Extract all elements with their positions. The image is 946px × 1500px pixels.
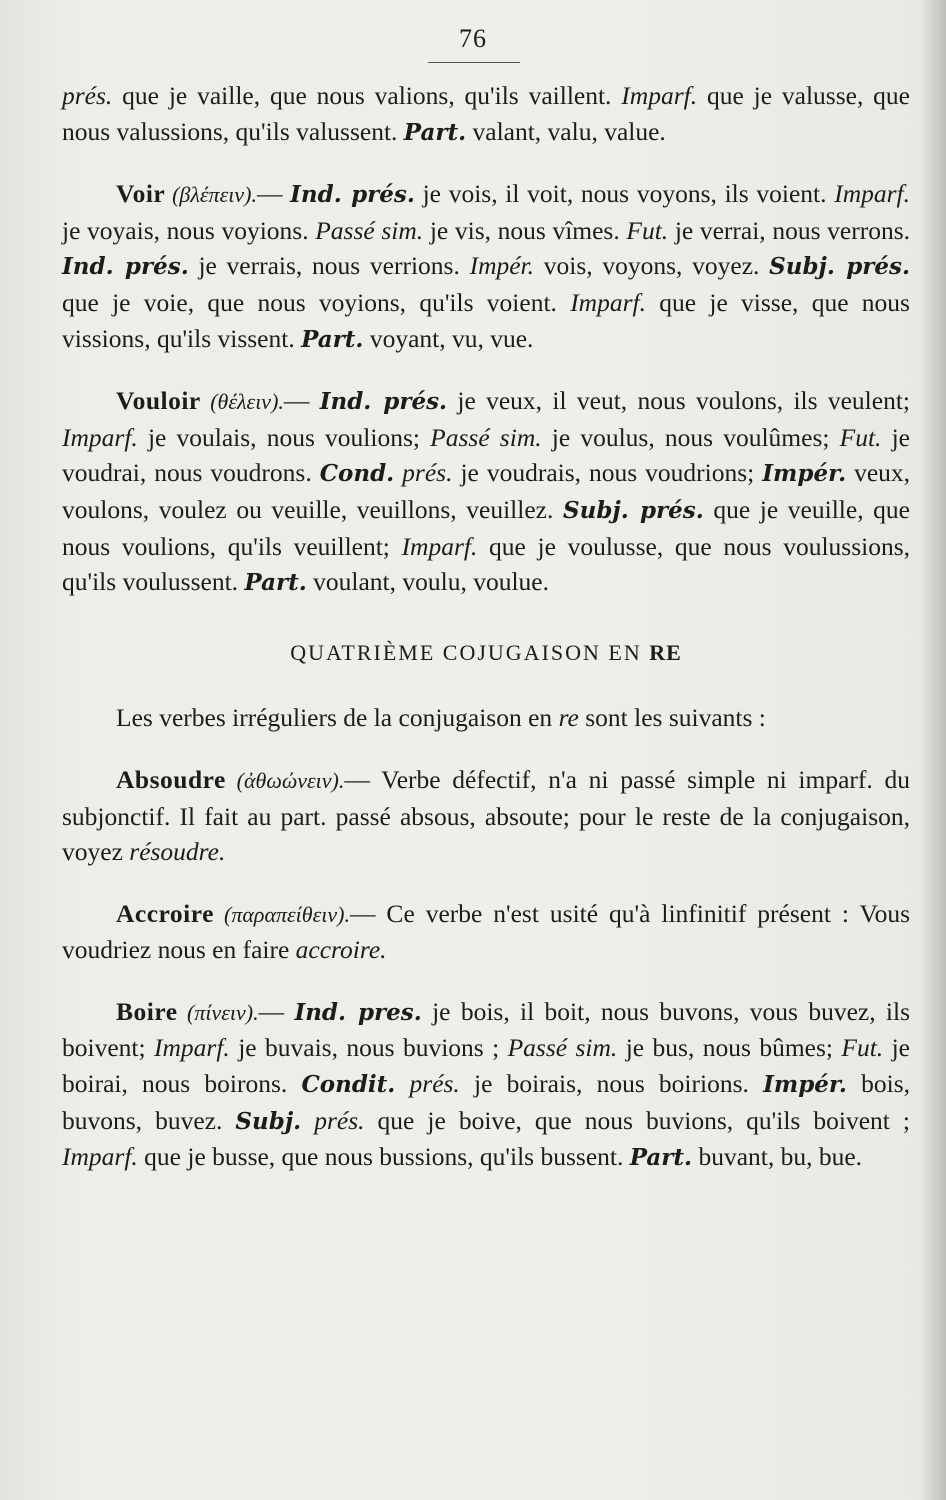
italic-text: Fut.: [841, 1033, 884, 1063]
italic-text: Imparf.: [62, 1142, 138, 1172]
italic-text: Passé sim.: [507, 1033, 618, 1063]
text-run: je voyais, nous voyions.: [62, 215, 316, 245]
text-run: — Verbe défectif, n'a ni passé simple ni imparf. du subjonctif. Il fait au part. passé absous, absoute; pour le reste de la conjugaison, voyez: [62, 764, 910, 867]
text-run: je boirais, nous boirions.: [459, 1069, 764, 1099]
text-run: —: [256, 179, 291, 209]
text-run: je boirai, nous boirons.: [62, 1033, 910, 1099]
tense-label: Part.: [629, 1144, 693, 1172]
text-run: je bois, il boit, nous buvons, vous buvez, ils boivent;: [62, 996, 911, 1063]
text-run: buvant, bu, bue.: [692, 1142, 863, 1172]
paragraph: [62, 762, 910, 870]
tense-label: Subj.: [235, 1107, 302, 1135]
tense-label: Ind. prés.: [290, 181, 415, 209]
tense-label: Subj. prés.: [769, 253, 910, 281]
tense-label: Subj. prés.: [562, 496, 704, 524]
text-run: —: [283, 386, 320, 416]
text-run: que je valusse, que nous valussions, qu'ils valussent.: [62, 81, 910, 146]
paragraph: [62, 994, 910, 1176]
headword: Vouloir: [116, 386, 201, 416]
greek-gloss: (πίνειν).: [177, 999, 259, 1025]
text-run: je voudrai, nous voudrons.: [62, 422, 910, 488]
section-heading-suffix: RE: [649, 639, 682, 665]
text-run: —: [258, 996, 295, 1026]
italic-text: re: [558, 703, 579, 733]
text-run: que je veuille, que nous voulions, qu'ils veuillent;: [62, 494, 911, 561]
italic-text: Passé sim.: [430, 422, 542, 452]
paragraph: [62, 896, 910, 968]
text-run: que je visse, que nous vissions, qu'ils vissent.: [62, 287, 910, 353]
text-run: — Ce verbe n'est usité qu'à linfinitif présent : Vous voudriez nous en faire: [62, 898, 910, 965]
italic-text: Impér.: [469, 251, 535, 281]
italic-text: Passé sim.: [315, 215, 424, 245]
text-run: je voulais, nous voulions;: [137, 422, 431, 452]
italic-text: Imparf.: [153, 1033, 230, 1063]
greek-gloss: (βλέπειν).: [165, 182, 257, 208]
italic-text: Imparf.: [62, 422, 138, 452]
italic-text: accroire.: [295, 935, 387, 965]
tense-label: Part.: [403, 118, 467, 146]
tense-label: Ind. pres.: [294, 998, 422, 1026]
text-run: valant, valu, value.: [466, 116, 666, 146]
tense-label: Cond.: [319, 460, 395, 488]
headword: Boire: [116, 996, 178, 1026]
text-run: je voulus, nous voulûmes;: [541, 422, 840, 452]
page-edge-shadow: [920, 0, 946, 1500]
tense-label: Impér.: [762, 460, 847, 488]
tense-label: Condit.: [301, 1071, 396, 1099]
italic-text: prés.: [62, 81, 113, 110]
text-run: je verrais, nous verrions.: [188, 251, 470, 281]
text-run: veux, voulons, voulez ou veuille, veuillons, veuillez.: [62, 458, 911, 524]
page-number: 76: [459, 24, 487, 53]
italic-text: Imparf.: [621, 81, 698, 110]
text-run: que je busse, que nous bussions, qu'ils bussent.: [137, 1142, 630, 1172]
tense-label: Impér.: [763, 1071, 847, 1099]
italic-text: Imparf.: [401, 531, 478, 561]
text-run: voyant, vu, vue.: [363, 323, 534, 353]
text-run: vois, voyons, voyez.: [534, 251, 770, 281]
italic-text: prés.: [314, 1105, 365, 1135]
tense-label: Ind. prés.: [319, 388, 448, 416]
greek-gloss: (θέλειν).: [200, 389, 284, 415]
text-run: je vois, il voit, nous voyons, ils voient.: [414, 179, 835, 209]
text-run: je bus, nous bûmes;: [617, 1033, 842, 1063]
italic-text: Fut.: [626, 215, 669, 245]
text-run: je vis, nous vîmes.: [423, 215, 627, 245]
text-run: que je boive, que nous buvions, qu'ils boivent ;: [364, 1105, 911, 1135]
paragraph: [62, 78, 910, 150]
tense-label: Part.: [244, 569, 307, 597]
headword: Accroire: [116, 898, 214, 928]
tense-label: Ind. prés.: [62, 253, 189, 281]
italic-text: Imparf.: [570, 287, 646, 317]
paragraph: [62, 700, 910, 736]
section-heading: [62, 635, 910, 671]
italic-text: résoudre.: [129, 837, 226, 867]
text-run: que je voie, que nous voyions, qu'ils voient.: [62, 287, 571, 317]
text-run: je verrai, nous verrons.: [668, 215, 910, 245]
text-run: je veux, il veut, nous voulons, ils veulent;: [447, 386, 910, 416]
page-body: [62, 78, 910, 1176]
section-heading-text: QUATRIÈME COJUGAISON EN: [290, 639, 642, 665]
page-number-rule: [428, 62, 520, 63]
italic-text: prés.: [402, 458, 453, 488]
text-run: [301, 1106, 314, 1135]
text-run: que je vaille, que nous valions, qu'ils vaillent.: [112, 81, 622, 110]
text-run: je buvais, nous buvions ;: [229, 1033, 508, 1063]
text-run: je voudrais, nous voudrions;: [452, 458, 763, 488]
paragraphs-after-heading: [62, 700, 910, 1176]
greek-gloss: (παραπείθειν).: [213, 901, 350, 927]
text-run: voulant, voulu, voulue.: [306, 567, 549, 597]
italic-text: Imparf.: [834, 179, 910, 209]
text-run: sont les suivants :: [578, 703, 766, 733]
italic-text: Fut.: [839, 422, 882, 452]
text-run: bois, buvons, buvez.: [62, 1069, 910, 1135]
tense-label: Part.: [301, 325, 364, 353]
paragraphs-before-heading: [62, 78, 910, 601]
paragraph: [62, 176, 910, 357]
text-run: [395, 1069, 409, 1098]
text-run: que je voulusse, que nous voulussions, qu'ils voulussent.: [62, 531, 911, 597]
text-run: [394, 458, 402, 487]
greek-gloss: (ἀθωώνειν).: [225, 767, 345, 793]
text-run: Les verbes irréguliers de la conjugaison en: [116, 703, 559, 733]
headword: Absoudre: [116, 764, 226, 794]
headword: Voir: [116, 179, 166, 209]
italic-text: prés.: [409, 1069, 460, 1099]
paragraph: [62, 383, 910, 601]
